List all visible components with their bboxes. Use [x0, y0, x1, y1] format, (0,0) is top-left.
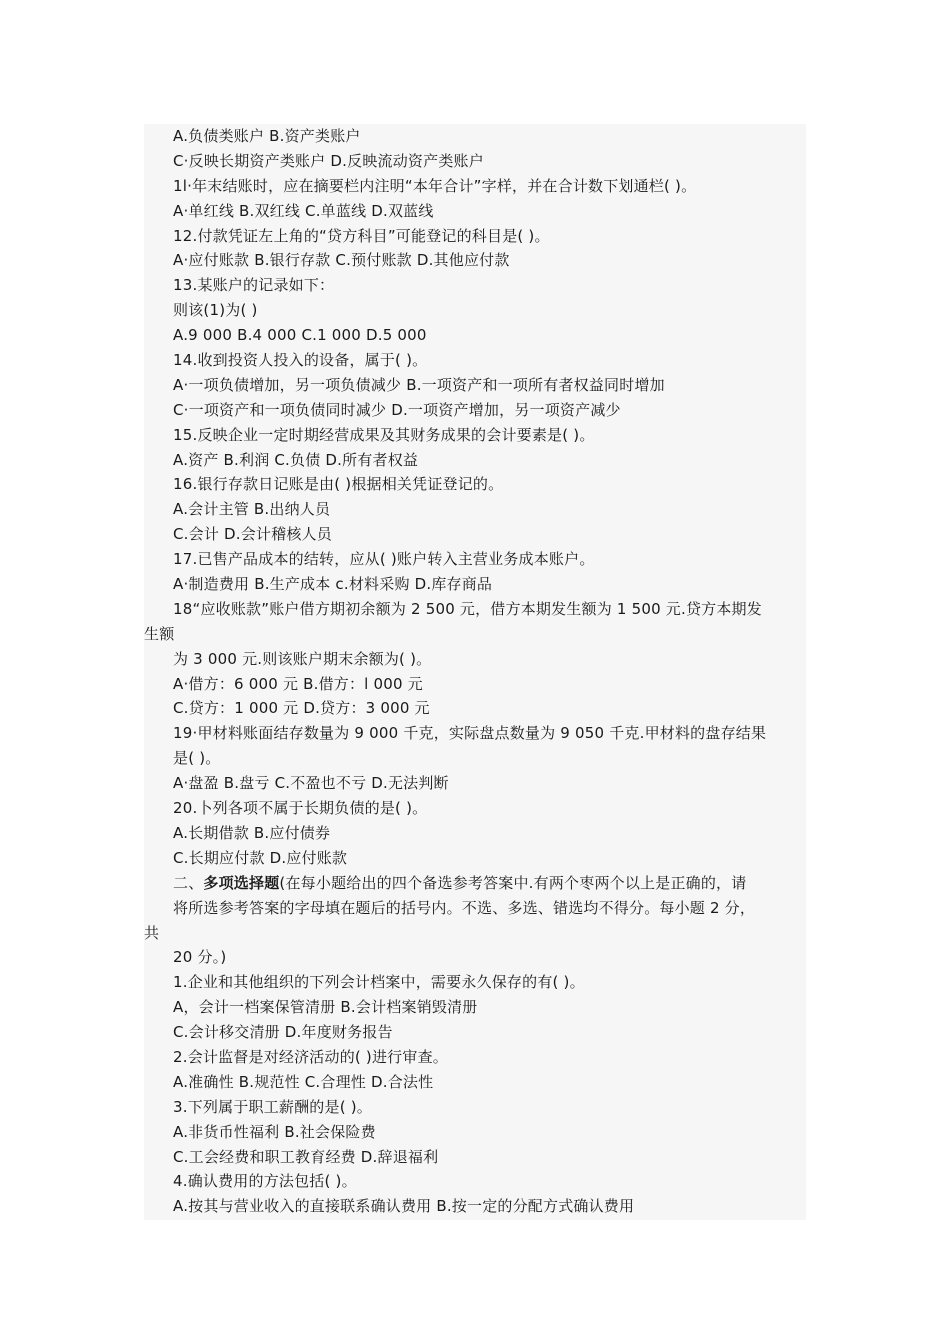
- line-text: 3.下列属于职工薪酬的是( )。: [173, 1097, 372, 1116]
- text-line: [144, 871, 806, 896]
- text-line: [144, 472, 806, 497]
- line-text: 20.卜列各项不属于长期负债的是( )。: [173, 799, 428, 818]
- line-text: C.会计 D.会计稽核人员: [173, 525, 332, 544]
- text-line: [144, 721, 806, 746]
- text-line: [144, 696, 806, 721]
- text-line: [144, 1194, 806, 1219]
- line-text: C.贷方：1 000 元 D.贷方：3 000 元: [173, 699, 430, 718]
- section-heading: 多项选择题: [203, 873, 280, 892]
- line-text: 则该(1)为( ): [173, 301, 258, 320]
- line-text: 20 分。): [173, 948, 227, 967]
- line-text: 二、: [173, 873, 204, 892]
- text-line: [144, 149, 806, 174]
- line-text: A·盘盈 B.盘亏 C.不盈也不亏 D.无法判断: [173, 774, 449, 793]
- line-text: 共: [144, 923, 160, 942]
- line-text: C.长期应付款 D.应付账款: [173, 848, 348, 867]
- text-line: [144, 1070, 806, 1095]
- line-text: 18“应收账款”账户借方期初余额为 2 500 元，借方本期发生额为 1 500 元.贷方本期发: [173, 599, 762, 618]
- line-text: 19·甲材料账面结存数量为 9 000 千克，实际盘点数量为 9 050 千克.甲材料的盘存结果: [173, 724, 767, 743]
- line-text-after: (在每小题给出的四个备选参考答案中.有两个枣两个以上是正确的，请: [279, 873, 747, 892]
- line-text: 13.某账户的记录如下：: [173, 276, 335, 295]
- text-line: [144, 945, 806, 970]
- text-line: [144, 995, 806, 1020]
- text-line: [144, 1145, 806, 1170]
- line-text: A.资产 B.利润 C.负债 D.所有者权益: [173, 450, 419, 469]
- text-line: [144, 199, 806, 224]
- text-line: [144, 821, 806, 846]
- line-text: A.负债类账户 B.资产类账户: [173, 127, 361, 145]
- line-text: C.工会经费和职工教育经费 D.辞退福利: [173, 1147, 439, 1166]
- text-line: [144, 174, 806, 199]
- line-text: A·应付账款 B.银行存款 C.预付账款 D.其他应付款: [173, 251, 510, 270]
- line-text: 16.银行存款日记账是由( )根据相关凭证登记的。: [173, 475, 504, 494]
- text-line: [144, 248, 806, 273]
- text-line: [144, 1120, 806, 1145]
- line-text: 4.确认费用的方法包括( )。: [173, 1172, 357, 1191]
- line-text: A.会计主管 B.出纳人员: [173, 500, 331, 519]
- line-text: C.会计移交清册 D.年度财务报告: [173, 1023, 393, 1042]
- text-line: [144, 572, 806, 597]
- line-text: A.非货币性福利 B.社会保险费: [173, 1122, 376, 1141]
- line-text: 17.已售产品成本的结转，应从( )账户转入主营业务成本账户。: [173, 550, 595, 569]
- text-line: [144, 448, 806, 473]
- text-line: [144, 273, 806, 298]
- text-line: [144, 746, 806, 771]
- text-line: [144, 423, 806, 448]
- text-line: [144, 672, 806, 697]
- text-line: [144, 497, 806, 522]
- text-line: [144, 622, 806, 647]
- text-line: [144, 547, 806, 572]
- text-line: [144, 597, 806, 622]
- text-line: [144, 896, 806, 921]
- line-text: 15.反映企业一定时期经营成果及其财务成果的会计要素是( )。: [173, 425, 595, 444]
- document-body: [144, 124, 806, 1219]
- line-text: 12.付款凭证左上角的“贷方科目”可能登记的科目是( )。: [173, 226, 550, 245]
- text-line: [144, 124, 806, 149]
- line-text: A.长期借款 B.应付债券: [173, 823, 331, 842]
- line-text: 2.会计监督是对经济活动的( )进行审查。: [173, 1047, 448, 1066]
- text-line: [144, 348, 806, 373]
- text-line: [144, 771, 806, 796]
- line-text: A·制造费用 B.生产成本 c.材料采购 D.库存商品: [173, 575, 493, 594]
- line-text: 为 3 000 元.则该账户期末余额为( )。: [173, 649, 432, 668]
- line-text: 1.企业和其他组织的下列会计档案中，需要永久保存的有( )。: [173, 973, 585, 992]
- text-line: [144, 224, 806, 249]
- text-line: [144, 398, 806, 423]
- text-line: [144, 1169, 806, 1194]
- text-line: [144, 1020, 806, 1045]
- line-text: 生额: [144, 624, 175, 643]
- line-text: A.准确性 B.规范性 C.合理性 D.合法性: [173, 1072, 434, 1091]
- line-text: A·借方：6 000 元 B.借方：l 000 元: [173, 674, 423, 693]
- line-text: A.9 000 B.4 000 C.1 000 D.5 000: [173, 326, 427, 345]
- line-text: A·一项负债增加，另一项负债减少 B.一项资产和一项所有者权益同时增加: [173, 375, 665, 394]
- line-text: 将所选参考答案的字母填在题后的括号内。不选、多选、错选均不得分。每小题 2 分，: [173, 898, 756, 917]
- text-line: [144, 298, 806, 323]
- text-line: [144, 1095, 806, 1120]
- line-text: 是( )。: [173, 749, 221, 768]
- line-text: A·单红线 B.双红线 C.单蓝线 D.双蓝线: [173, 201, 434, 220]
- text-line: [144, 323, 806, 348]
- text-line: [144, 970, 806, 995]
- line-text: C·一项资产和一项负债同时减少 D.一项资产增加，另一项资产减少: [173, 400, 621, 419]
- text-line: [144, 647, 806, 672]
- line-text: C·反映长期资产类账户 D.反映流动资产类账户: [173, 151, 484, 170]
- text-line: [144, 796, 806, 821]
- text-line: [144, 921, 806, 946]
- line-text: A.按其与营业收入的直接联系确认费用 B.按一定的分配方式确认费用: [173, 1197, 635, 1216]
- line-text: A，会计一档案保管清册 B.会计档案销毁清册: [173, 998, 478, 1017]
- text-line: [144, 373, 806, 398]
- line-text: 1l·年末结账时，应在摘要栏内注明“本年合计”字样，并在合计数下划通栏( )。: [173, 176, 697, 195]
- text-line: [144, 522, 806, 547]
- line-text: 14.收到投资人投入的设备，属于( )。: [173, 351, 428, 370]
- text-line: [144, 846, 806, 871]
- text-line: [144, 1045, 806, 1070]
